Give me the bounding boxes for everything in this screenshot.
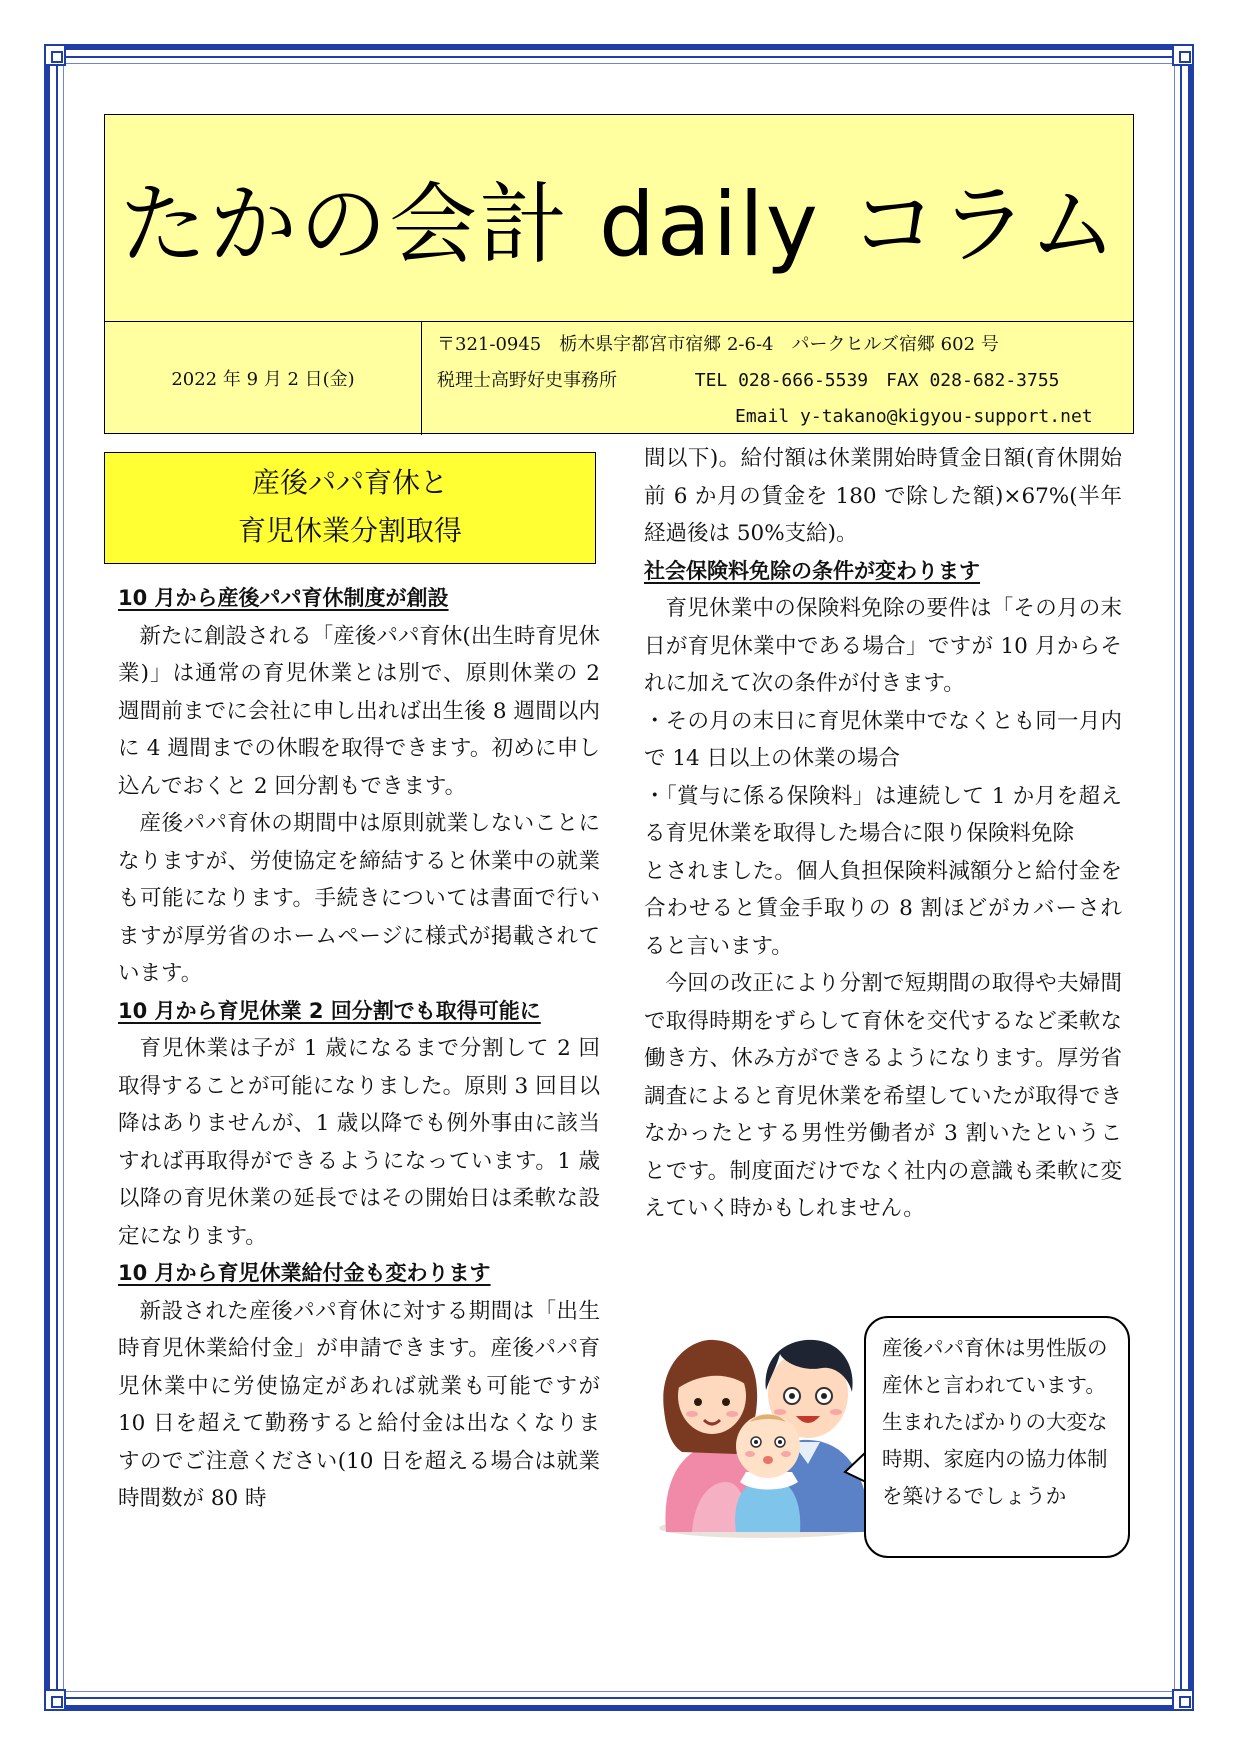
paragraph: 産後パパ育休の期間中は原則就業しないことになりますが、労使協定を締結すると休業中の就業も可能になります。手続きについては書面で行いますが厚労省のホームページに様式が掲載されています。	[118, 811, 600, 986]
paragraph: とされました。個人負担保険料減額分と給付金を合わせると賃金手取りの 8 割ほどがカバーされると言います。	[644, 858, 1122, 959]
newsletter-header	[104, 114, 1134, 434]
frame-corner-bottom-left	[44, 1689, 66, 1711]
family-illustration-icon	[652, 1332, 874, 1540]
topic-heading-box	[104, 452, 596, 564]
paragraph: 新設された産後パパ育休に対する期間は「出生時育児休業給付金」が申請できます。産後パパ育児休業中に労使協定があれば就業も可能ですが 10 日を超えて勤務すると給付金は出なくなりますのでご注意ください(10 日を超える場合は就業時間数が 80 時	[118, 1298, 600, 1511]
paragraph: 今回の改正により分割で短期間の取得や夫婦間で取得時期をずらして育休を交代するなど柔軟な働き方、休み方ができるようになります。厚労省調査によると育児休業を希望していたが取得できなかったとする男性労働者が 3 割いたということです。制度面だけでなく社内の意識も柔軟に変えていく時かもしれません。	[644, 971, 1122, 1221]
left-column	[118, 580, 600, 1518]
office-email: Email y-takano@kigyou-support.net	[735, 406, 1093, 427]
paragraph-continued: 間以下)。給付額は休業開始時賃金日額(育休開始前 6 か月の賃金を 180 で除した額)×67%(半年経過後は 50%支給)。	[644, 446, 1122, 546]
topic-heading-line2: 育児休業分割取得	[237, 514, 462, 547]
newsletter-title: たかの会計 daily コラム	[119, 173, 1119, 276]
office-line	[437, 363, 1093, 399]
topic-heading-line1: 産後パパ育休と	[251, 466, 448, 499]
frame-corner-top-right	[1172, 44, 1194, 66]
issue-date: 2022 年 9 月 2 日(金)	[171, 369, 355, 390]
frame-corner-bottom-right	[1172, 1689, 1194, 1711]
section-title-benefit: 10 月から育児休業給付金も変わります	[118, 1261, 491, 1285]
section-title-insurance: 社会保険料免除の条件が変わります	[644, 558, 980, 583]
contact-info	[437, 327, 1093, 435]
office-tel-fax: TEL 028-666-5539 FAX 028-682-3755	[694, 370, 1060, 391]
paragraph: 育児休業は子が 1 歳になるまで分割して 2 回取得することが可能になりました。原則 3 回目以降はありませんが、1 歳以降でも例外事由に該当すれば再取得ができるようになっています。1 歳以降の育児休業の延長ではその開始日は柔軟な設定になります。	[118, 1036, 600, 1249]
bullet-item: ・その月の末日に育児休業中でなくとも同一月内で 14 日以上の休業の場合	[644, 708, 1122, 771]
paragraph: 育児休業中の保険料免除の要件は「その月の末日が育児休業中である場合」ですが 10 月からそれに加えて次の条件が付きます。	[644, 596, 1122, 696]
paragraph: 新たに創設される「産後パパ育休(出生時育児休業)」は通常の育児休業とは別で、原則休業の 2 週間前までに会社に申し出れば出生後 8 週間以内に 4 週間までの休暇を取得できます。初めに申し込んでおくと 2 回分割もできます。	[118, 623, 600, 799]
bullet-item: ・「賞与に係る保険料」は連続して 1 か月を超える育児休業を取得した場合に限り保険料免除	[644, 783, 1122, 846]
section-title-papa-leave: 10 月から産後パパ育休制度が創設	[118, 586, 449, 610]
header-vertical-divider	[421, 321, 422, 435]
right-column	[644, 440, 1122, 1228]
office-address: 〒321-0945 栃木県宇都宮市宿郷 2-6-4 パークヒルズ宿郷 602 号	[437, 334, 999, 355]
speech-bubble: 産後パパ育休は男性版の産休と言われています。生まれたばかりの大変な時期、家庭内の協力体制を築けるでしょうか	[864, 1316, 1130, 1558]
section-title-split-leave: 10 月から育児休業 2 回分割でも取得可能に	[118, 998, 541, 1023]
frame-corner-top-left	[44, 44, 66, 66]
office-name: 税理士高野好史事務所	[437, 370, 617, 391]
